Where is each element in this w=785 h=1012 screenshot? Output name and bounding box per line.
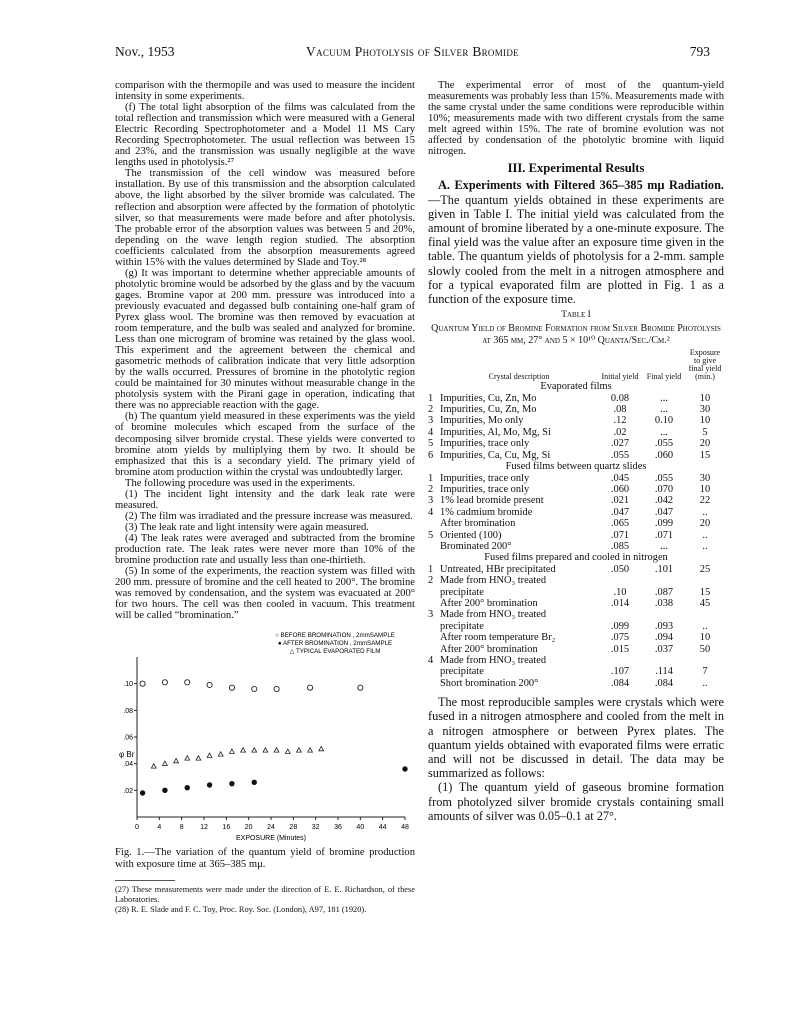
exposure-min: 50 [699, 643, 711, 655]
row-number: 6 [428, 449, 434, 461]
crystal-description: 1% lead bromide present [440, 495, 544, 507]
crystal-description: Made from HNO₃ treated [440, 575, 547, 587]
header-spacer [428, 349, 440, 381]
exposure-min: .. [702, 506, 708, 518]
row-number [428, 621, 440, 632]
table-row [428, 575, 724, 586]
table-row [428, 427, 724, 438]
initial-yield: .099 [610, 620, 630, 632]
paragraph: (4) The leak rates were averaged and subtracted from the bromine production rate. The leak rates were never more than 10% of the bromine production rate and usually less than one-thirtieth. [115, 532, 415, 567]
table-row [428, 678, 724, 689]
table-row [428, 393, 724, 404]
row-number [428, 644, 440, 655]
final-yield: ... [660, 392, 668, 404]
open-circle-point [140, 681, 145, 686]
x-tick-label: 36 [334, 824, 342, 832]
chart-marks [140, 680, 408, 796]
triangle-point [230, 749, 235, 753]
exposure-min: 25 [699, 563, 711, 575]
paragraph: (2) The film was irradiated and the pressure increase was measured. [125, 510, 413, 522]
table-row [428, 495, 724, 506]
x-tick-label: 12 [200, 824, 208, 832]
y-tick-label: .08 [123, 708, 133, 716]
table-row [428, 564, 724, 575]
row-number: 2 [428, 483, 434, 495]
exposure-min: 10 [699, 392, 711, 404]
final-yield: .047 [654, 506, 674, 518]
triangle-point [218, 752, 223, 756]
crystal-description: Oriented (100) [440, 529, 502, 541]
y-tick-label: .04 [123, 761, 133, 769]
row-number: 4 [428, 426, 434, 438]
figure-caption: Fig. 1.—The variation of the quantum yield of bromine production with exposure time at 365–385 mμ. [115, 847, 415, 870]
open-circle-point [185, 680, 190, 685]
final-yield: .055 [654, 472, 674, 484]
row-number: 3 [428, 415, 434, 427]
triangle-point [319, 747, 324, 751]
x-tick-label: 48 [401, 824, 409, 832]
exposure-min: 10 [699, 632, 711, 644]
x-tick-label: 0 [135, 824, 139, 832]
x-tick-label: 8 [179, 824, 184, 832]
crystal-description: Impurities, Cu, Zn, Mo [440, 404, 537, 416]
open-circle-point [274, 687, 279, 692]
table-1 [428, 349, 724, 689]
table-row [428, 473, 724, 484]
row-number [428, 632, 440, 643]
final-yield: .071 [654, 529, 674, 541]
crystal-description: Made from HNO₃ treated [440, 655, 547, 666]
triangle-point [297, 748, 302, 752]
left-column [115, 80, 415, 915]
table-row [428, 507, 724, 518]
crystal-description: 1% cadmium bromide [440, 506, 533, 518]
row-number [428, 666, 440, 677]
x-tick-label: 24 [267, 824, 275, 832]
crystal-description: After room temperature Br₂ [440, 632, 556, 644]
paragraph: The experimental error of most of the quantum-yield measurements was probably less than 15%. Measurements made with the same crystal under the same conditions were reproducible within 10%; measurements made with two different crystals from the same melt agreed within 15%. The rate of bromine evolution was not affected by condensation of the photolytic bromine with liquid nitrogen. [428, 80, 724, 158]
paragraph: (h) The quantum yield measured in these experiments was the yield of bromine molecules which escaped from the surface of the decomposing silver bromide crystal. These yields were converted to bromine atom yields by multiplying them by two. It should be emphasized that this is a secondary yield. The primary yield of bromine atom production within the crystal was undoubtedly larger. [115, 411, 415, 478]
final-yield: .093 [654, 620, 674, 632]
x-tick-label: 40 [356, 824, 365, 832]
open-circle-point [229, 685, 234, 690]
chart-axes [119, 657, 409, 842]
quantum-yield-chart [115, 627, 415, 847]
exposure-min [686, 655, 724, 666]
crystal-description: Untreated, HBr precipitated [440, 563, 556, 575]
exposure-min: .. [702, 540, 708, 552]
initial-yield: .015 [610, 643, 630, 655]
open-circle-point [207, 683, 212, 688]
filled-circle-point [229, 781, 234, 786]
final-yield: .087 [654, 586, 674, 598]
filled-circle-point [252, 780, 257, 785]
initial-yield: .12 [613, 415, 627, 427]
x-axis-label: EXPOSURE (Minutes) [235, 835, 307, 843]
triangle-point [241, 748, 246, 752]
final-yield: .084 [654, 677, 674, 689]
initial-yield: 0.08 [610, 392, 630, 404]
table-row [428, 438, 724, 449]
exposure-min [686, 609, 724, 620]
table-row [428, 450, 724, 461]
initial-yield: .060 [610, 483, 630, 495]
footnote-rule [115, 880, 175, 881]
initial-yield [598, 575, 642, 586]
initial-yield: .014 [610, 597, 630, 609]
crystal-description: Impurities, trace only [440, 472, 530, 484]
triangle-point [285, 749, 290, 753]
x-tick-label: 32 [311, 824, 320, 832]
triangle-point [252, 748, 257, 752]
final-yield: .114 [655, 666, 673, 678]
crystal-description: precipitate [440, 666, 484, 678]
initial-yield: .055 [610, 449, 630, 461]
triangle-point [207, 753, 212, 757]
col-header: Exposure to give final yield (min.) [688, 348, 722, 382]
crystal-description: Brominated 200° [440, 540, 512, 552]
final-yield: .101 [654, 563, 674, 575]
table-row [428, 666, 724, 677]
row-number [428, 518, 440, 529]
row-number [428, 598, 440, 609]
paragraph: (5) In some of the experiments, the reaction system was filled with 200 mm. pressure of bromine and the cell heated to 200°. The bromine was removed by condensation, and the system was evacuated at 200° for two hours. The cell was then cooled in vacuum. This treatment will be called “bromination.” [115, 566, 415, 622]
table-row [428, 415, 724, 426]
crystal-description: Impurities, Ca, Cu, Mg, Si [440, 449, 551, 461]
table-label: Table I [561, 310, 591, 321]
crystal-description: Impurities, Mo only [440, 415, 524, 427]
col-header: Initial yield [601, 372, 639, 382]
filled-circle-point [207, 783, 212, 788]
exposure-min: 15 [699, 586, 711, 598]
triangle-point [174, 759, 179, 763]
triangle-point [263, 748, 268, 752]
x-tick-label: 16 [222, 824, 231, 832]
crystal-description: Impurities, trace only [440, 483, 530, 495]
final-yield: .042 [654, 495, 674, 507]
final-yield: ... [660, 426, 668, 438]
initial-yield: .047 [610, 506, 630, 518]
exposure-min: 20 [699, 438, 711, 450]
final-yield: ... [660, 404, 668, 416]
crystal-description: After 200° bromination [440, 643, 538, 655]
table-row [428, 518, 724, 529]
initial-yield: .065 [610, 518, 630, 530]
y-axis-label: φ Br [119, 750, 135, 760]
initial-yield: .02 [613, 426, 627, 438]
crystal-description: Made from HNO₃ treated [440, 609, 547, 621]
footnote: (28) R. E. Slade and F. C. Toy, Proc. Roy. Soc. (London), A97, 181 (1920). [115, 904, 367, 914]
exposure-min [686, 575, 724, 586]
initial-yield: .075 [610, 632, 630, 644]
legend-entry: ● AFTER BROMINATION , 2mmSAMPLE [277, 640, 393, 648]
crystal-description: precipitate [440, 620, 484, 632]
crystal-description: Short bromination 200° [440, 677, 539, 689]
paragraph: (g) It was important to determine whether appreciable amounts of photolytic bromine would be adsorbed by the glass and by the vacuum gages. Bromine vapor at 200 mm. pressure was introduced into a previously evacuated and degassed bulb containing one-half gram of Pyrex glass wool. The bromine was then removed by evacuation at room temperature, and the bulb was sealed and analyzed for bromine. Less than one microgram of bromine was retained by the glass wool. This experiment and the agreement between the chemical and gasometric methods of calibration indicate that very little adsorption by the walls occurred. Pressures of bromine in the photolytic region could be maintained for 30 minutes without measurable change in the photolysis system with the Pirani gage in operation, indicating that there was no appreciable reaction with the gage. [115, 267, 415, 412]
running-header [115, 44, 710, 60]
table-row [428, 587, 724, 598]
exposure-min: .. [702, 677, 708, 689]
group-name: Evaporated films [540, 381, 612, 393]
paragraph: (f) The total light absorption of the films was calculated from the total reflection and transmission which were measured with a General Electric Recording Spectrophotometer and a Model 11 MS Cary Recording Spectrophotometer. The usual reflection was between 15 and 23%, and the transmission was usually negligible at the wave lengths used in photolysis.²⁷ [115, 102, 415, 169]
subsection-title: A. Experiments with Filtered 365–385 mμ Radiation. [438, 178, 724, 193]
paragraph: comparison with the thermopile and was used to measure the incident intensity in some experiments. [115, 80, 415, 103]
exposure-min: 30 [699, 472, 711, 484]
paragraph [428, 178, 724, 306]
crystal-description: After bromination [440, 518, 516, 530]
row-number: 4 [428, 506, 434, 518]
table-row [428, 644, 724, 655]
section-title: III. Experimental Results [507, 161, 645, 176]
crystal-description: Impurities, trace only [440, 438, 530, 450]
initial-yield: .085 [610, 540, 630, 552]
subsection-text: —The quantum yields obtained in these experiments are given in Table I. The initial yield was calculated from the amount of bromine liberated by a one-minute exposure. The final yield was the value after an exposure time given in the table. The quantum yields of photolysis for a 2-mm. sample slowly cooled from the melt in a nitrogen atmosphere and for a typical evaporated film are plotted in Fig. 1 as a function of the exposure time. [428, 192, 724, 306]
col-header: Final yield [646, 372, 682, 382]
x-tick-label: 44 [378, 824, 387, 832]
final-yield: .038 [654, 597, 674, 609]
right-column [428, 80, 724, 823]
paragraph: The following procedure was used in the experiments. [125, 477, 356, 489]
table-row [428, 632, 724, 643]
open-circle-point [307, 685, 312, 690]
triangle-point [163, 761, 168, 765]
x-tick-label: 28 [289, 824, 298, 832]
triangle-point [151, 764, 156, 768]
table-header-row [428, 349, 724, 381]
page-number: 793 [689, 44, 710, 59]
footnote: (27) These measurements were made under the direction of E. E. Richardson, of these Laboratories. [115, 884, 415, 904]
group-name: Fused films prepared and cooled in nitrogen [484, 552, 668, 564]
exposure-min: 45 [699, 597, 711, 609]
paragraph: (1) The incident light intensity and the dark leak rate were measured. [115, 488, 415, 511]
exposure-min: .. [702, 620, 708, 632]
table-row [428, 655, 724, 666]
row-number: 5 [428, 438, 434, 450]
final-yield: .060 [654, 449, 674, 461]
y-tick-label: .06 [123, 734, 133, 742]
final-yield [642, 655, 686, 666]
header-title: Vacuum Photolysis of Silver Bromide [306, 44, 519, 59]
exposure-min: 7 [702, 666, 708, 678]
final-yield: .094 [654, 632, 674, 644]
filled-circle-point [140, 791, 145, 796]
triangle-point [274, 748, 279, 752]
row-number: 2 [428, 575, 434, 587]
row-number [428, 587, 440, 598]
x-tick-label: 4 [157, 824, 162, 832]
initial-yield [598, 655, 642, 666]
initial-yield: .10 [613, 586, 627, 598]
table-row [428, 609, 724, 620]
exposure-min: 10 [699, 483, 711, 495]
table-row [428, 621, 724, 632]
row-number [428, 678, 440, 689]
filled-circle-point [162, 788, 167, 793]
legend-entry: △ TYPICAL EVAPORATED FILM [289, 648, 381, 656]
table-row [428, 541, 724, 552]
initial-yield: .021 [610, 495, 630, 507]
initial-yield: .107 [610, 666, 630, 678]
final-yield [642, 575, 686, 586]
initial-yield [598, 609, 642, 620]
col-header: Crystal description [488, 372, 550, 382]
x-tick-label: 20 [244, 824, 253, 832]
crystal-description: After 200° bromination [440, 597, 538, 609]
table-row [428, 598, 724, 609]
row-number: 1 [428, 563, 434, 575]
exposure-min: 15 [699, 449, 711, 461]
row-number: 1 [428, 472, 434, 484]
open-circle-point [358, 685, 363, 690]
row-number: 3 [428, 609, 434, 621]
triangle-point [196, 756, 201, 760]
exposure-min: 10 [699, 415, 711, 427]
initial-yield: .050 [610, 563, 630, 575]
group-name: Fused films between quartz slides [505, 461, 647, 473]
final-yield [642, 609, 686, 620]
filled-circle-point [185, 785, 190, 790]
final-yield: .037 [654, 643, 674, 655]
initial-yield: .071 [610, 529, 630, 541]
open-circle-point [162, 680, 167, 685]
table-title: Quantum Yield of Bromine Formation from Silver Bromide Photolysis at 365 mμ, 27° and 5 × 10¹⁰ Quanta/Sec./Cm.² [431, 323, 721, 347]
exposure-min: 20 [699, 518, 711, 530]
filled-circle-point [402, 767, 407, 772]
exposure-min: .. [702, 529, 708, 541]
crystal-description: Impurities, Al, Mo, Mg, Si [440, 426, 551, 438]
final-yield: .070 [654, 483, 674, 495]
y-tick-label: .02 [123, 788, 133, 796]
table-row [428, 484, 724, 495]
paragraph: The transmission of the cell window was measured before installation. By use of this transmission and the absorption calculated above, the light absorbed by the silver bromide was calculated. The reflection and absorption were affected by the formation of photolytic silver, so that measurements were made before and after photolysis. The probable error of the absorption values was between 5 and 20%, depending on the wave length region studied. The absorption coefficients calculated from the absorption measurements agreed within 15% with the values determined by Slade and Toy.²⁸ [115, 168, 415, 268]
triangle-point [185, 756, 190, 760]
exposure-min: 5 [702, 426, 708, 438]
initial-yield: .027 [610, 438, 630, 450]
chart-legend [275, 632, 395, 655]
final-yield: 0.10 [654, 415, 674, 427]
table-group-row [428, 552, 724, 563]
figure-1 [115, 627, 415, 847]
initial-yield: .084 [610, 677, 630, 689]
exposure-min: 22 [699, 495, 711, 507]
row-number: 1 [428, 392, 434, 404]
y-tick-label: .10 [123, 681, 133, 689]
final-yield: ... [660, 540, 668, 552]
table-group-row [428, 461, 724, 472]
legend-entry: ○ BEFORE BROMINATION , 2mmSAMPLE [275, 632, 395, 640]
table-group-row [428, 381, 724, 392]
table-row [428, 530, 724, 541]
paragraph: (3) The leak rate and light intensity were again measured. [125, 521, 369, 533]
row-number: 4 [428, 655, 434, 666]
exposure-min: 30 [699, 404, 711, 416]
table-row [428, 404, 724, 415]
initial-yield: .08 [613, 404, 627, 416]
row-number: 5 [428, 529, 434, 541]
final-yield: .055 [654, 438, 674, 450]
crystal-description: precipitate [440, 586, 484, 598]
row-number [428, 541, 440, 552]
row-number: 2 [428, 404, 434, 416]
initial-yield: .045 [610, 472, 630, 484]
final-yield: .099 [654, 518, 674, 530]
header-date: Nov., 1953 [115, 44, 175, 59]
paragraph: The most reproducible samples were crystals which were fused in a nitrogen atmosphere and cooled from the melt in a nitrogen atmosphere or between Pyrex plates. The quantum yields obtained with evaporated films were erratic and will not be discussed in detail. The data may be summarized as follows: [428, 695, 724, 781]
crystal-description: Impurities, Cu, Zn, Mo [440, 392, 537, 404]
row-number: 3 [428, 495, 434, 507]
triangle-point [308, 748, 313, 752]
open-circle-point [252, 687, 257, 692]
paragraph: (1) The quantum yield of gaseous bromine formation from photolyzed silver bromide crystals containing small amounts of silver was 0.05–0.1 at 27°. [428, 780, 724, 823]
